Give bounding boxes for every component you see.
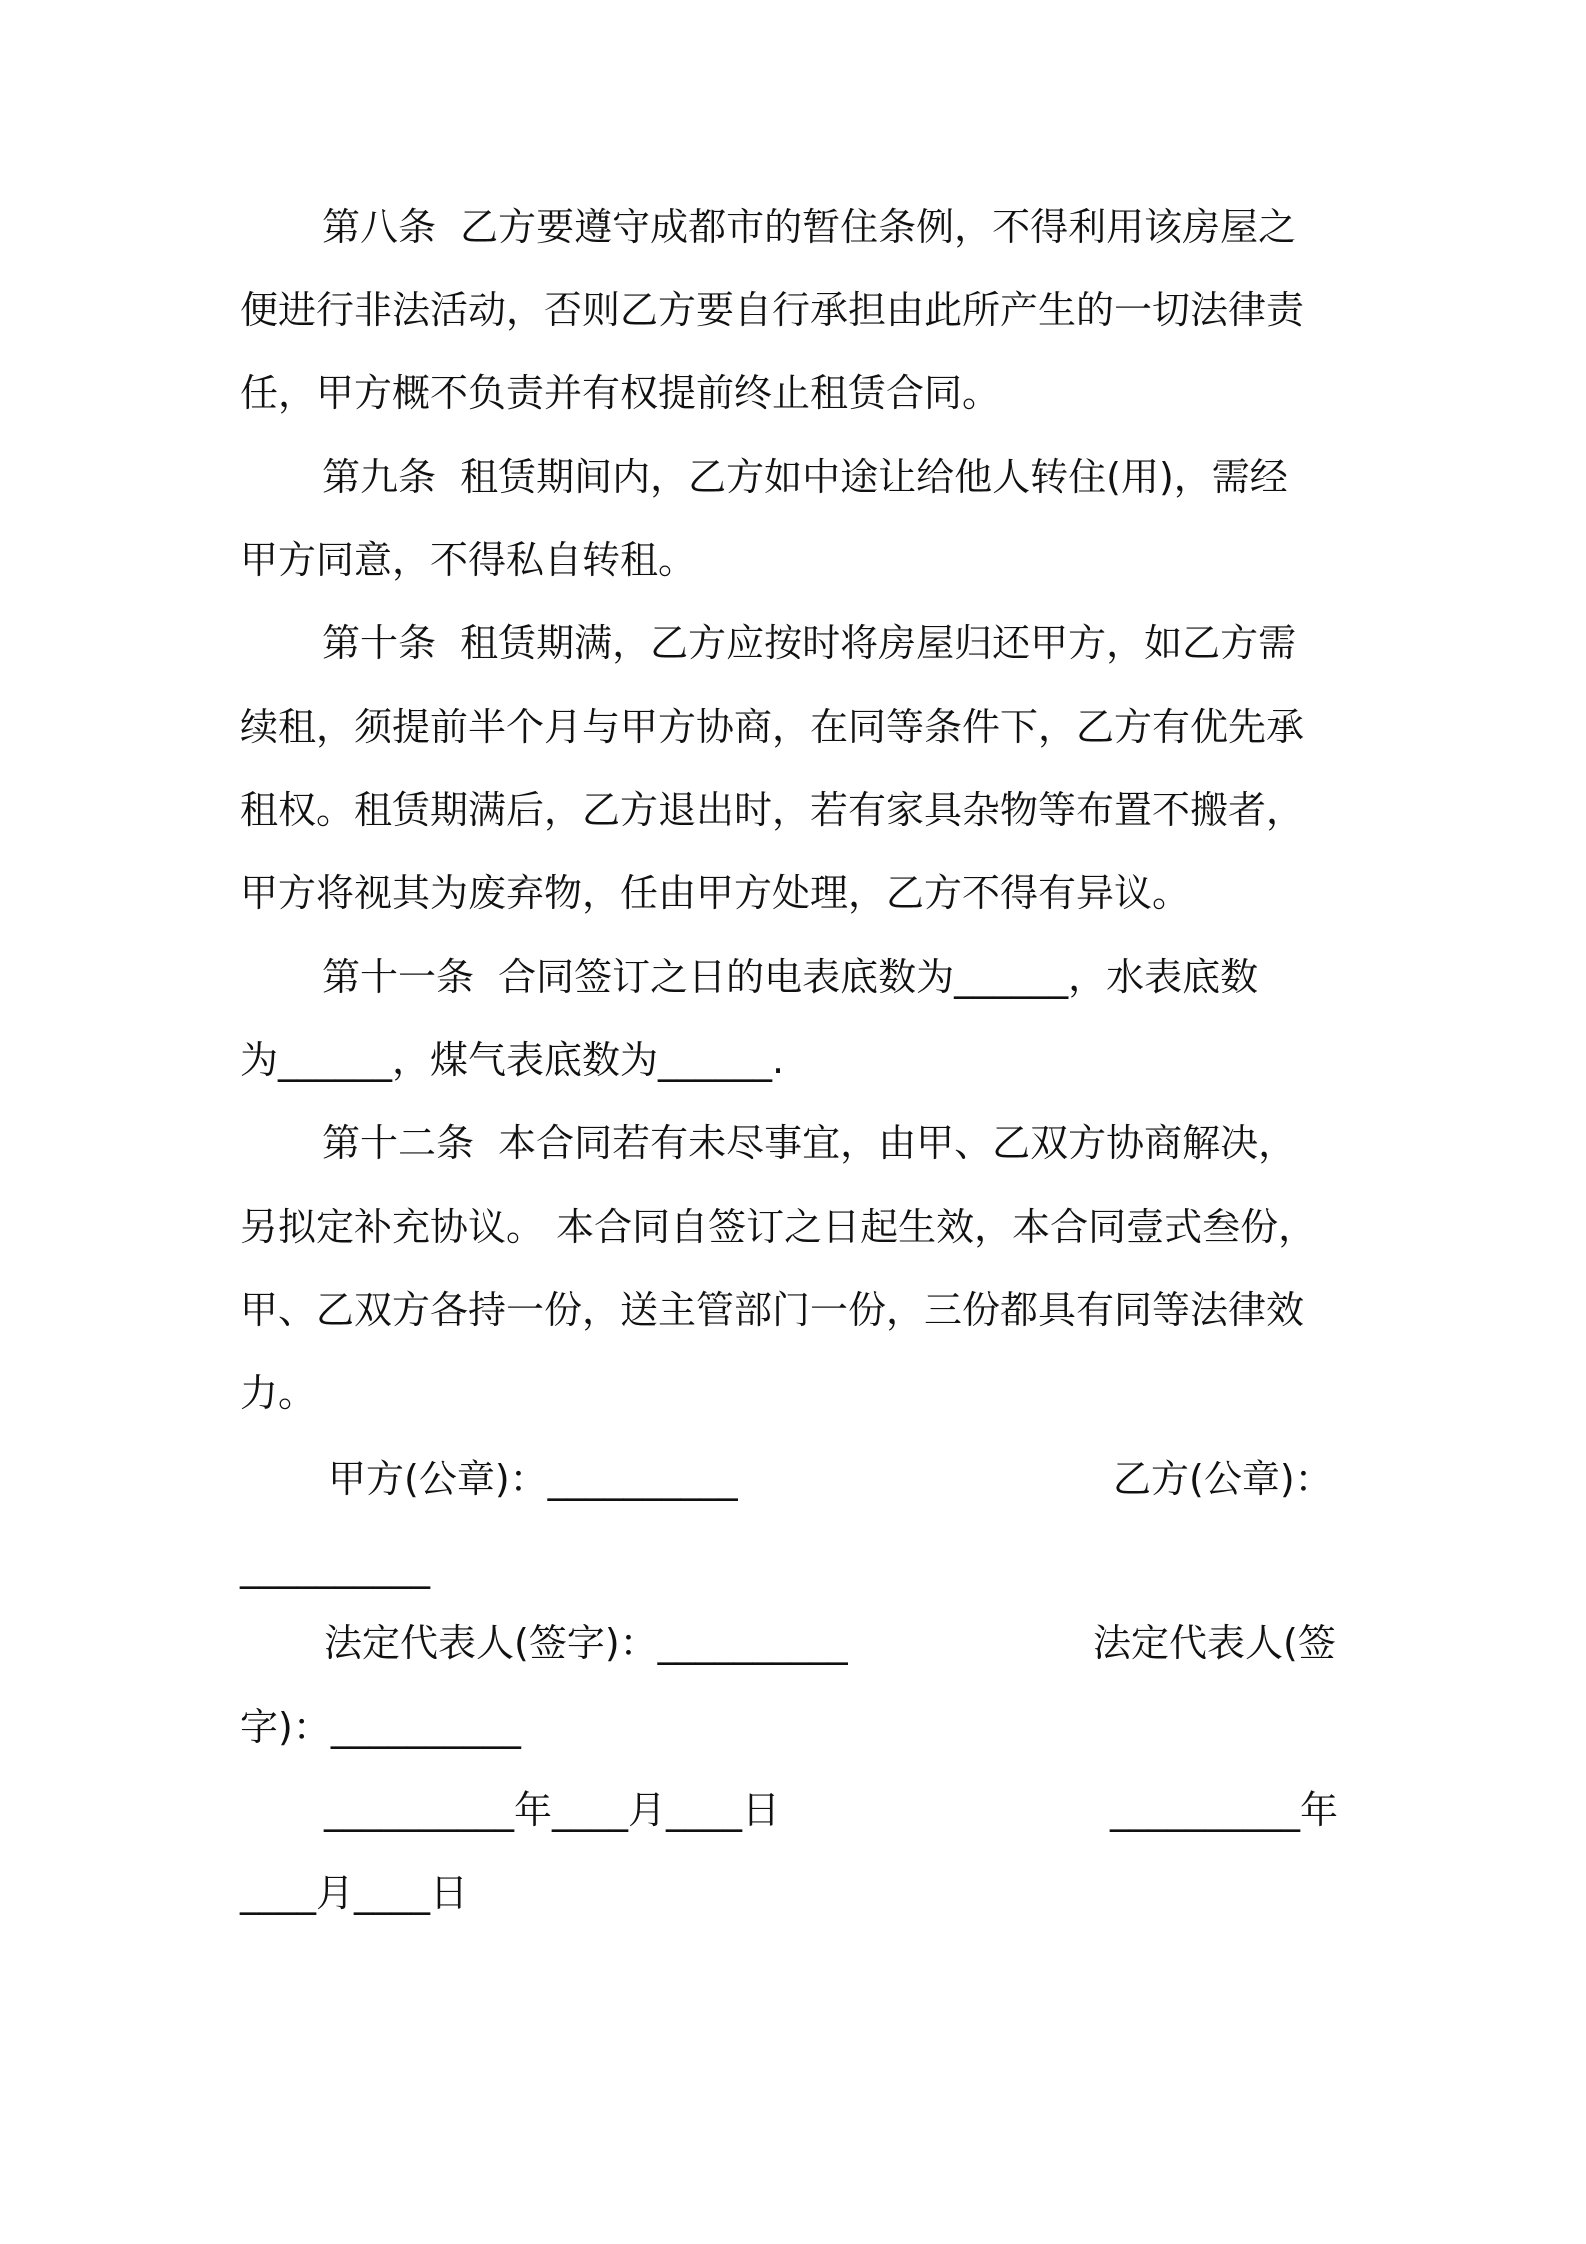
party-a-seal: 甲方(公章)：__________ (328, 1457, 738, 1501)
party-b-seal: 乙方(公章)： (1113, 1457, 1333, 1501)
clause-11-line-1: 第十一条 合同签订之日的电表底数为______，水表底数 (322, 955, 1259, 999)
clause-8-line-2: 便进行非法活动，否则乙方要自行承担由此所产生的一切法律责 (240, 288, 1305, 332)
party-b-date-cont: ____月____日 (240, 1871, 469, 1915)
clause-12-line-4: 力。 (240, 1371, 317, 1415)
party-b-seal-blank: __________ (240, 1545, 430, 1589)
party-b-representative: 法定代表人(签 (1093, 1621, 1336, 1665)
clause-8-line-1: 第八条 乙方要遵守成都市的暂住条例，不得利用该房屋之 (322, 205, 1297, 249)
clause-12-line-1: 第十二条 本合同若有未尽事宜，由甲、乙双方协商解决， (322, 1121, 1297, 1165)
clause-9-line-1: 第九条 租赁期间内，乙方如中途让给他人转住(用)，需经 (322, 455, 1288, 499)
clause-10-line-1: 第十条 租赁期满，乙方应按时将房屋归还甲方，如乙方需 (322, 621, 1297, 665)
clause-8-line-3: 任，甲方概不负责并有权提前终止租赁合同。 (240, 371, 1001, 415)
clause-10-line-2: 续租，须提前半个月与甲方协商，在同等条件下，乙方有优先承 (240, 705, 1305, 749)
clause-9-line-2: 甲方同意，不得私自转租。 (240, 538, 697, 582)
party-a-date: __________年____月____日 (324, 1788, 781, 1832)
party-b-date: __________年 (1110, 1788, 1339, 1832)
clause-11-line-2: 为______，煤气表底数为______. (240, 1038, 785, 1082)
party-b-representative-cont: 字)：__________ (240, 1705, 521, 1749)
party-a-representative: 法定代表人(签字)：__________ (324, 1621, 848, 1665)
clause-12-line-2: 另拟定补充协议。 本合同自签订之日起生效，本合同壹式叁份， (240, 1205, 1317, 1249)
clause-12-line-3: 甲、乙双方各持一份，送主管部门一份，三份都具有同等法律效 (240, 1288, 1305, 1332)
clause-10-line-3: 租权。租赁期满后，乙方退出时，若有家具杂物等布置不搬者， (240, 788, 1305, 832)
clause-10-line-4: 甲方将视其为废弃物，任由甲方处理，乙方不得有异议。 (240, 871, 1191, 915)
